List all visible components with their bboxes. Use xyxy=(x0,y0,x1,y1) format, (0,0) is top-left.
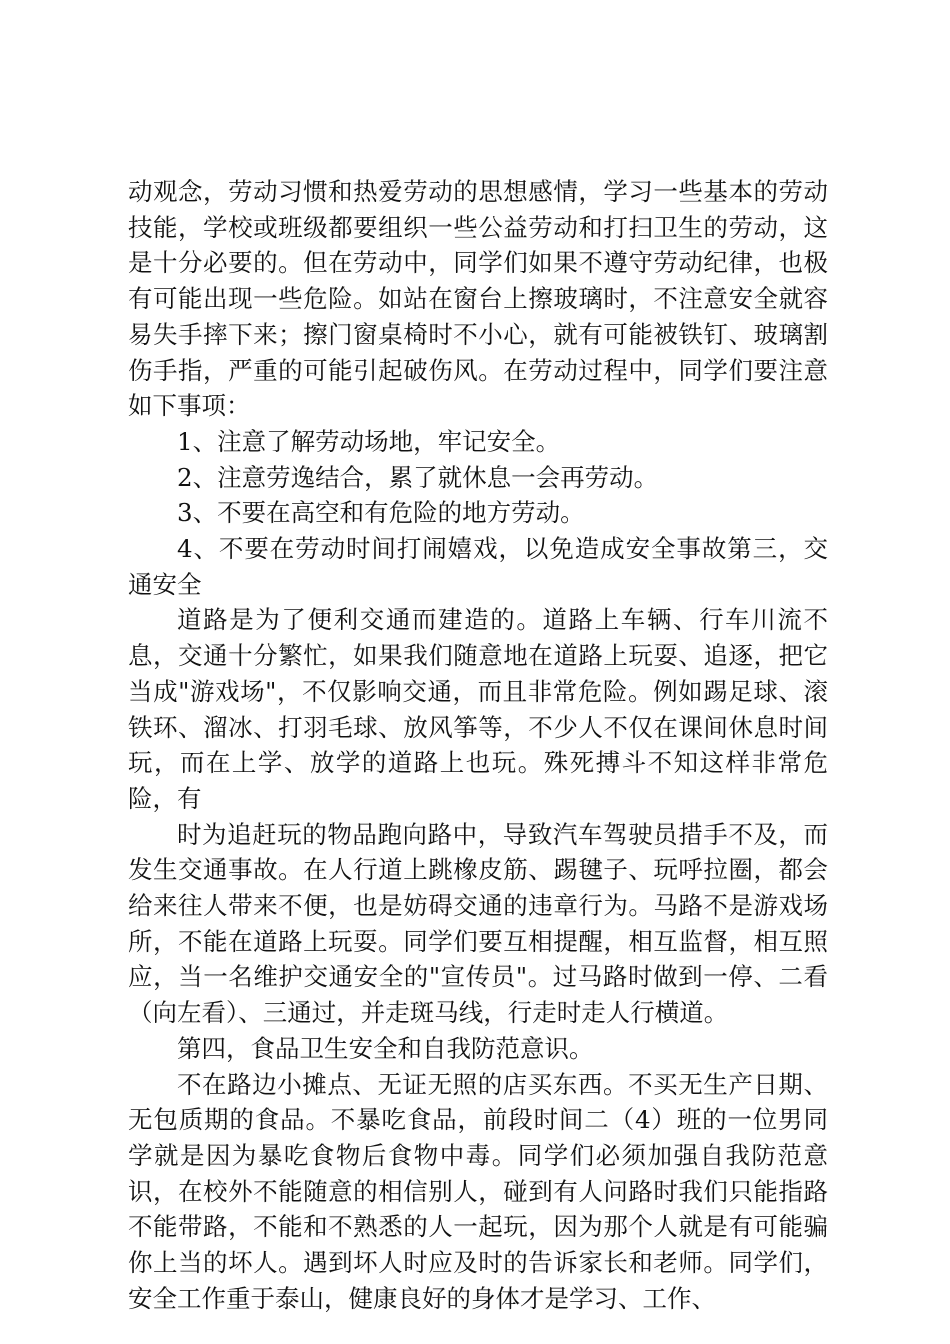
paragraph-labor-intro: 动观念，劳动习惯和热爱劳动的思想感情，学习一些基本的劳动技能，学校或班级都要组织一些公益劳动和打扫卫生的劳动，这是十分必要的。但在劳动中，同学们如果不遵守劳动纪律，也极有可能出现一些危险。如站在窗台上擦玻璃时，不注意安全就容易失手摔下来；擦门窗桌椅时不小心，就有可能被铁钉、玻璃割伤手指，严重的可能引起破伤风。在劳动过程中，同学们要注意如下事项： xyxy=(128,177,828,421)
paragraph-food-safety: 不在路边小摊点、无证无照的店买东西。不买无生产日期、无包质期的食品。不暴吃食品，前段时间二（4）班的一位男同学就是因为暴吃食物后食物中毒。同学们必须加强自我防范意识，在校外不能随意的相信别人，碰到有人问路时我们只能指路不能带路，不能和不熟悉的人一起玩，因为那个人就是有可能骗你上当的坏人。遇到坏人时应及时的告诉家长和老师。同学们，安全工作重于泰山，健康良好的身体才是学习、工作、 xyxy=(128,1069,828,1313)
paragraph-traffic-1: 道路是为了便利交通而建造的。道路上车辆、行车川流不息，交通十分繁忙，如果我们随意地在道路上玩耍、追逐，把它当成"游戏场"，不仅影响交通，而且非常危险。例如踢足球、滚铁环、溜冰、打羽毛球、放风筝等，不少人不仅在课间休息时间玩，而在上学、放学的道路上也玩。殊死搏斗不知这样非常危险，有 xyxy=(128,605,828,813)
list-item-2: 2、注意劳逸结合，累了就休息一会再劳动。 xyxy=(177,462,659,492)
list-item-4: 4、不要在劳动时间打闹嬉戏，以免造成安全事故第三，交通安全 xyxy=(128,534,828,599)
paragraph-traffic-2: 时为追赶玩的物品跑向路中，导致汽车驾驶员措手不及，而发生交通事故。在人行道上跳橡皮筋、踢毽子、玩呼拉圈，都会给来往人带来不便，也是妨碍交通的违章行为。马路不是游戏场所，不能在道路上玩耍。同学们要互相提醒，相互监督，相互照应，当一名维护交通安全的"宣传员"。过马路时做到一停、二看（向左看）、三通过，并走斑马线，行走时走人行横道。 xyxy=(128,819,828,1028)
section-heading-food-safety: 第四，食品卫生安全和自我防范意识。 xyxy=(177,1033,594,1063)
list-item-1: 1、注意了解劳动场地，牢记安全。 xyxy=(177,426,561,456)
list-item-3: 3、不要在高空和有危险的地方劳动。 xyxy=(177,498,585,528)
document-body xyxy=(128,174,828,1317)
